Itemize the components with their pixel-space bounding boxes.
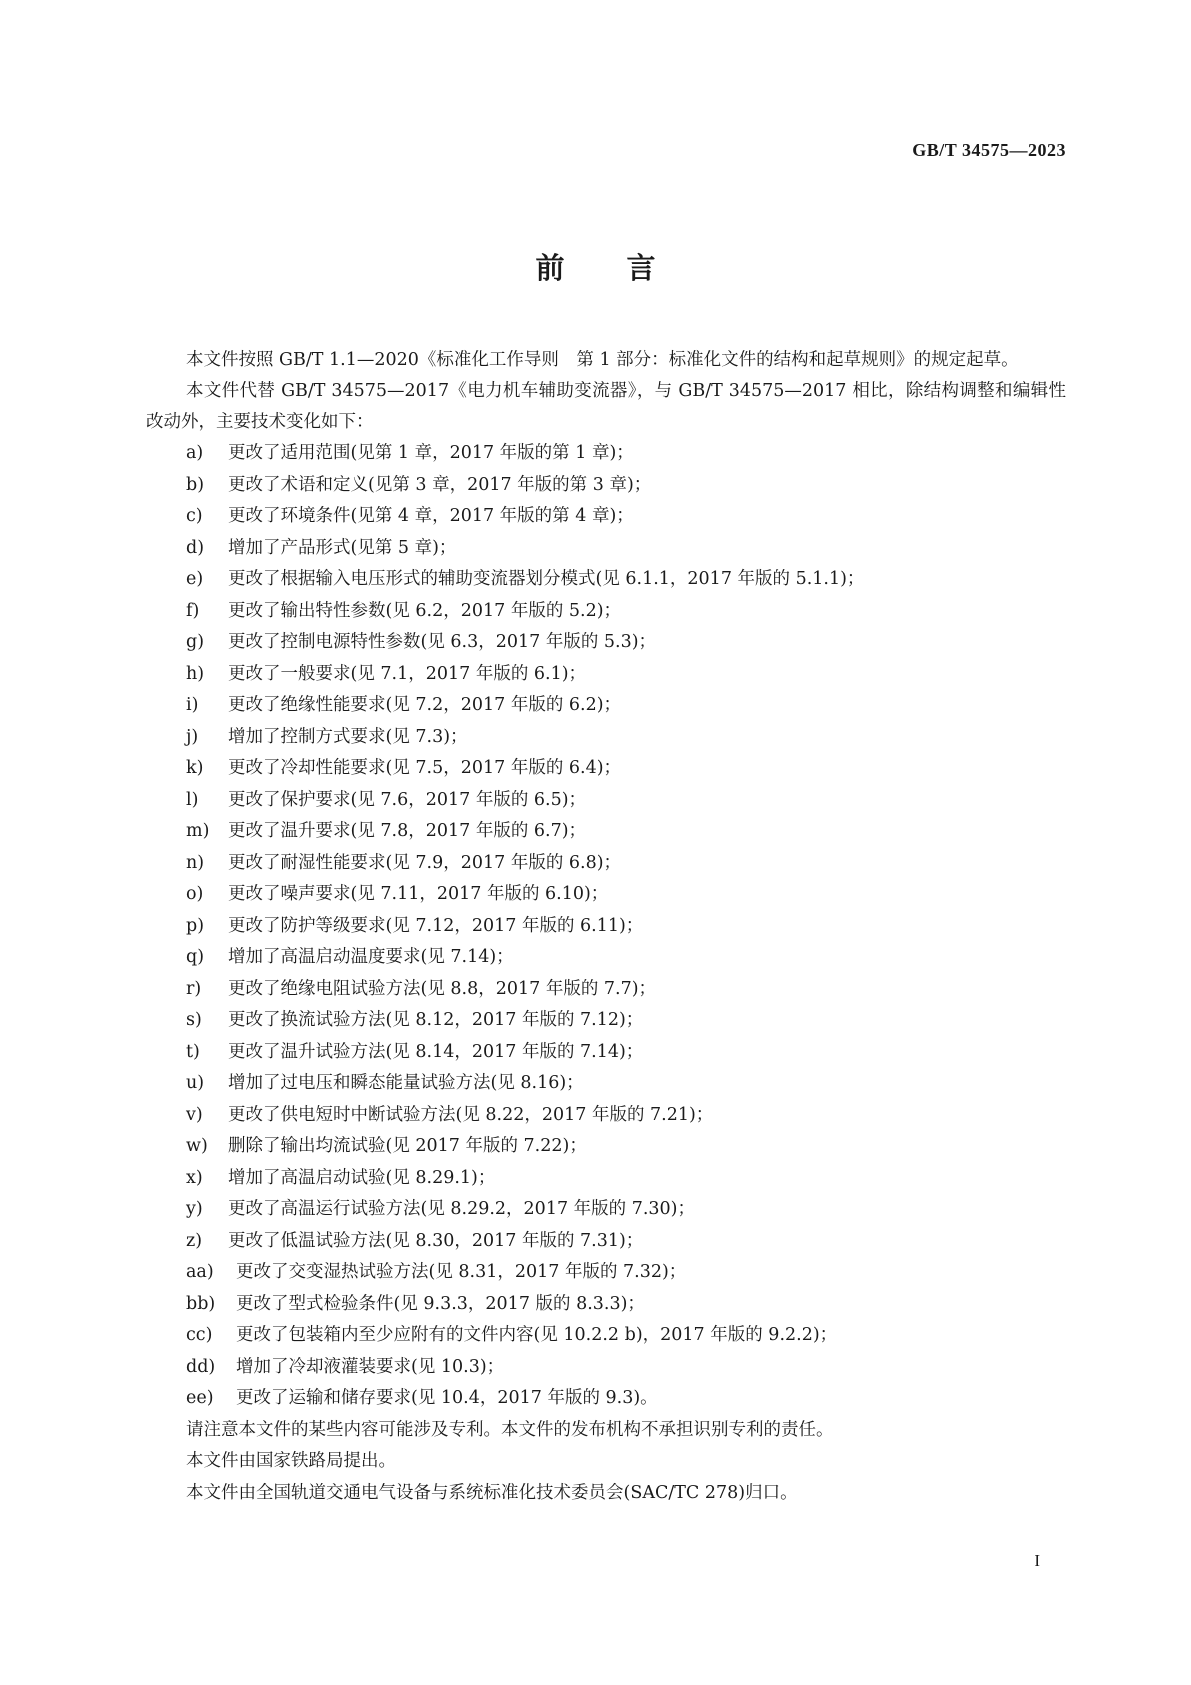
proposer-statement: 本文件由国家铁路局提出。 <box>186 1451 396 1471</box>
list-item-label: a) <box>186 443 204 463</box>
list-item <box>146 1289 1066 1321</box>
list-item-text: 更改了根据输入电压形式的辅助变流器划分模式(见 6.1.1，2017 年版的 5.1.1)； <box>228 569 865 589</box>
list-item <box>146 848 1066 880</box>
list-item-text: 更改了冷却性能要求(见 7.5，2017 年版的 6.4)； <box>228 758 622 778</box>
list-item <box>146 911 1066 943</box>
list-item-label: w) <box>186 1136 208 1156</box>
list-item <box>146 1226 1066 1258</box>
intro-paragraph-drafting-rules: 本文件按照 GB/T 1.1—2020《标准化工作导则 第 1 部分：标准化文件的结构和起草规则》的规定起草。 <box>186 350 1019 370</box>
list-item <box>146 816 1066 848</box>
list-item-label: dd) <box>186 1356 216 1377</box>
list-item-text: 增加了产品形式(见第 5 章)； <box>228 537 457 558</box>
list-item <box>146 1131 1066 1163</box>
list-item-text: 更改了绝缘电阻试验方法(见 8.8，2017 年版的 7.7)； <box>228 978 657 999</box>
list-item <box>146 1068 1066 1100</box>
page-title: 前言 <box>535 251 718 285</box>
list-item <box>146 722 1066 754</box>
list-item <box>146 753 1066 785</box>
list-item <box>146 627 1066 659</box>
intro-paragraph-replacement: 本文件代替 GB/T 34575—2017《电力机车辅助变流器》，与 GB/T 34575—2017 相比，除结构调整和编辑性改动外，主要技术变化如下： <box>146 381 1066 432</box>
list-item-label: bb) <box>186 1293 216 1314</box>
list-item <box>146 1100 1066 1132</box>
list-item-label: q) <box>186 947 205 967</box>
list-item-label: p) <box>186 915 205 936</box>
list-item <box>146 1320 1066 1352</box>
list-item-label: c) <box>186 506 203 526</box>
list-item-text: 更改了温升试验方法(见 8.14，2017 年版的 7.14)； <box>228 1041 644 1062</box>
list-item-text: 更改了环境条件(见第 4 章，2017 年版的第 4 章)； <box>228 506 634 526</box>
list-item-text: 更改了高温运行试验方法(见 8.29.2，2017 年版的 7.30)； <box>228 1199 696 1219</box>
list-item-text: 更改了术语和定义(见第 3 章，2017 年版的第 3 章)； <box>228 474 652 495</box>
list-item-label: u) <box>186 1073 205 1093</box>
list-item-text: 删除了输出均流试验(见 2017 年版的 7.22)； <box>228 1136 587 1156</box>
standard-code: GB/T 34575—2023 <box>912 140 1066 160</box>
list-item <box>146 1005 1066 1037</box>
list-item-text: 更改了耐湿性能要求(见 7.9，2017 年版的 6.8)； <box>228 852 622 873</box>
list-item <box>146 501 1066 533</box>
list-item-text: 增加了冷却液灌装要求(见 10.3)； <box>236 1356 505 1377</box>
list-item <box>146 879 1066 911</box>
list-item-text: 更改了一般要求(见 7.1，2017 年版的 6.1)； <box>228 663 587 684</box>
list-item-text: 更改了温升要求(见 7.8，2017 年版的 6.7)； <box>228 821 587 841</box>
list-item-text: 更改了绝缘性能要求(见 7.2，2017 年版的 6.2)； <box>228 695 622 715</box>
list-item-label: i) <box>186 695 199 715</box>
list-item-text: 更改了保护要求(见 7.6，2017 年版的 6.5)； <box>228 789 587 810</box>
list-item-text: 更改了交变湿热试验方法(见 8.31，2017 年版的 7.32)； <box>236 1262 687 1282</box>
list-item <box>146 438 1066 470</box>
list-item <box>146 1352 1066 1384</box>
list-item <box>146 659 1066 691</box>
list-item-label: k) <box>186 758 204 778</box>
list-item-label: y) <box>186 1199 203 1219</box>
list-item <box>146 1163 1066 1195</box>
list-item-label: t) <box>186 1041 200 1062</box>
list-item <box>146 1037 1066 1069</box>
list-item-label: l) <box>186 789 199 810</box>
list-item-label: cc) <box>186 1325 213 1345</box>
list-item <box>146 470 1066 502</box>
list-item-label: ee) <box>186 1388 214 1408</box>
technical-changes-list <box>146 438 1066 1415</box>
list-item-label: v) <box>186 1104 203 1125</box>
list-item-text: 更改了型式检验条件(见 9.3.3，2017 版的 8.3.3)； <box>236 1293 645 1314</box>
list-item-label: g) <box>186 632 205 652</box>
list-item <box>146 1257 1066 1289</box>
list-item-label: o) <box>186 884 204 904</box>
list-item-label: j) <box>186 726 199 747</box>
committee-statement: 本文件由全国轨道交通电气设备与系统标准化技术委员会(SAC/TC 278)归口。 <box>186 1482 798 1503</box>
list-item-label: e) <box>186 569 204 589</box>
list-item <box>146 1194 1066 1226</box>
list-item <box>146 533 1066 565</box>
list-item-text: 增加了高温启动温度要求(见 7.14)； <box>228 947 514 967</box>
list-item-text: 更改了防护等级要求(见 7.12，2017 年版的 6.11)； <box>228 915 644 936</box>
patent-notice: 请注意本文件的某些内容可能涉及专利。本文件的发布机构不承担识别专利的责任。 <box>186 1419 834 1440</box>
list-item-label: z) <box>186 1230 203 1251</box>
list-item-text: 更改了噪声要求(见 7.11，2017 年版的 6.10)； <box>228 884 609 904</box>
foreword-body <box>146 345 1066 1509</box>
list-item-text: 更改了包装箱内至少应附有的文件内容(见 10.2.2 b)，2017 年版的 9.2.2)； <box>236 1325 838 1345</box>
list-item <box>146 942 1066 974</box>
list-item <box>146 1383 1066 1415</box>
list-item-label: m) <box>186 821 210 841</box>
list-item <box>146 785 1066 817</box>
list-item-text: 更改了供电短时中断试验方法(见 8.22，2017 年版的 7.21)； <box>228 1104 714 1125</box>
list-item <box>146 564 1066 596</box>
list-item <box>146 974 1066 1006</box>
page-number: I <box>1034 1551 1040 1570</box>
list-item-text: 更改了运输和储存要求(见 10.4，2017 年版的 9.3)。 <box>236 1388 658 1408</box>
list-item <box>146 690 1066 722</box>
list-item-label: b) <box>186 474 205 495</box>
list-item-text: 更改了适用范围(见第 1 章，2017 年版的第 1 章)； <box>228 443 634 463</box>
list-item-label: f) <box>186 600 200 621</box>
list-item-text: 增加了控制方式要求(见 7.3)； <box>228 726 468 747</box>
list-item <box>146 596 1066 628</box>
list-item-label: r) <box>186 978 202 999</box>
list-item-label: n) <box>186 852 205 873</box>
list-item-text: 更改了低温试验方法(见 8.30，2017 年版的 7.31)； <box>228 1230 644 1251</box>
list-item-label: aa) <box>186 1262 214 1282</box>
list-item-label: s) <box>186 1010 202 1030</box>
list-item-text: 更改了控制电源特性参数(见 6.3，2017 年版的 5.3)； <box>228 632 657 652</box>
list-item-label: d) <box>186 537 205 558</box>
list-item-text: 更改了换流试验方法(见 8.12，2017 年版的 7.12)； <box>228 1010 644 1030</box>
list-item-text: 增加了高温启动试验(见 8.29.1)； <box>228 1167 496 1188</box>
list-item-label: h) <box>186 663 205 684</box>
list-item-text: 更改了输出特性参数(见 6.2，2017 年版的 5.2)； <box>228 600 622 621</box>
list-item-label: x) <box>186 1167 203 1188</box>
list-item-text: 增加了过电压和瞬态能量试验方法(见 8.16)； <box>228 1073 584 1093</box>
